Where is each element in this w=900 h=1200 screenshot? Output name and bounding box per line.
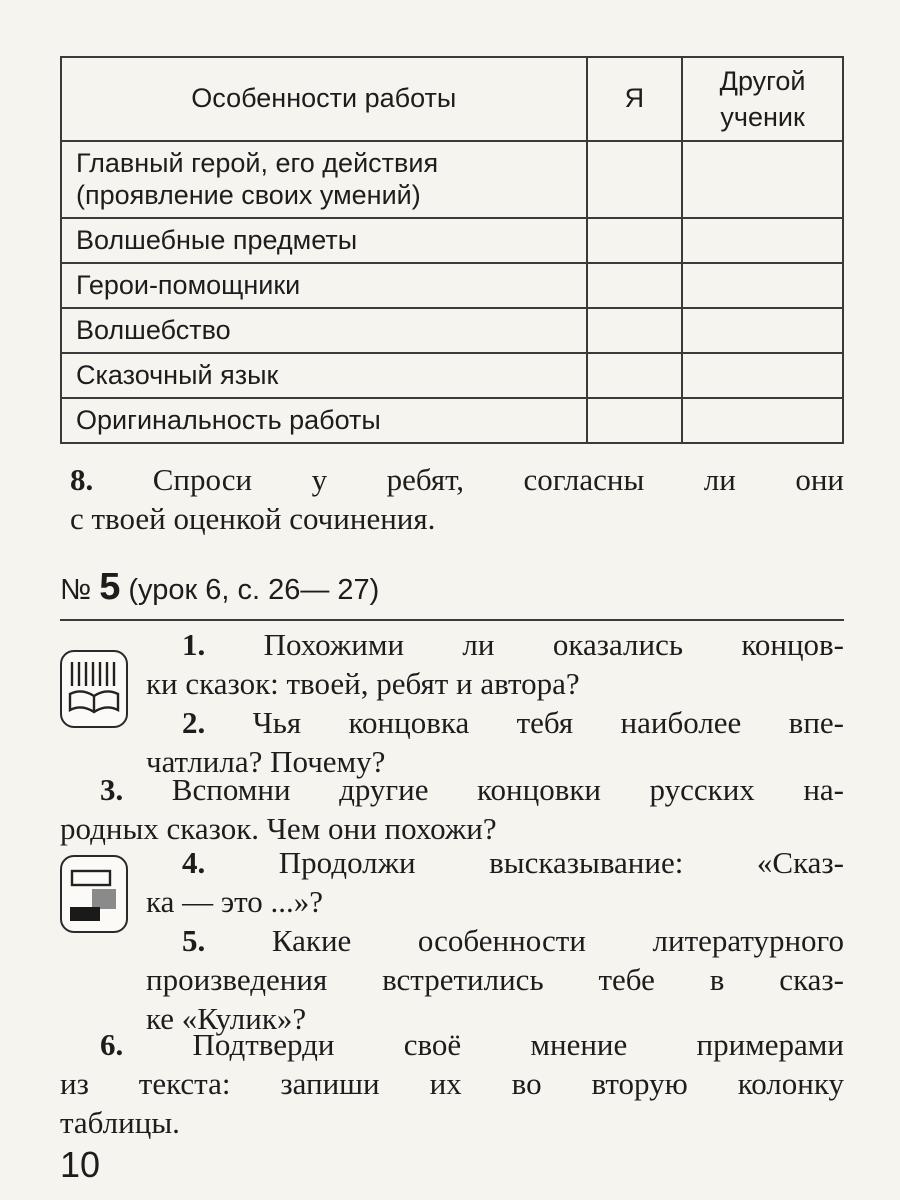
row-label: Волшебные предметы — [61, 218, 587, 263]
question-3-text1: Вспомни другие концовки русских на- — [171, 772, 844, 807]
evaluation-table — [60, 56, 844, 444]
question-4-text1: Продолжи высказывание: «Сказ- — [278, 845, 845, 880]
cell-other[interactable] — [682, 263, 843, 308]
cell-other[interactable] — [682, 353, 843, 398]
row-label: Герои-помощники — [61, 263, 587, 308]
cell-me[interactable] — [587, 308, 683, 353]
table-row — [61, 398, 843, 443]
question-2-line2: чатлила? Почему? — [146, 744, 386, 779]
row-label: Сказочный язык — [61, 353, 587, 398]
table-row — [61, 263, 843, 308]
cell-me[interactable] — [587, 263, 683, 308]
header-me: Я — [587, 57, 683, 141]
question-5-number: 5. — [182, 923, 206, 958]
cell-me[interactable] — [587, 353, 683, 398]
section-lesson-ref: (урок 6, с. 26— 27) — [128, 574, 380, 606]
question-8-line1 — [70, 460, 844, 499]
table-header-row — [61, 57, 843, 141]
row-label: Оригинальность работы — [61, 398, 587, 443]
cell-other[interactable] — [682, 218, 843, 263]
question-3 — [60, 770, 844, 848]
question-6-line1 — [60, 1025, 844, 1064]
question-6-line3: таблицы. — [60, 1105, 180, 1140]
question-3-line2: родных сказок. Чем они похожи? — [60, 811, 497, 846]
table-row — [61, 141, 843, 218]
question-1-line2: ки сказок: твоей, ребят и автора? — [146, 666, 580, 701]
question-4-line1 — [146, 843, 844, 882]
question-5-line1 — [146, 921, 844, 960]
cell-me[interactable] — [587, 141, 683, 218]
question-8-text1: Спроси у ребят, согласны ли они — [152, 462, 845, 497]
cell-other[interactable] — [682, 141, 843, 218]
question-6-number: 6. — [100, 1027, 124, 1062]
question-8-number: 8. — [70, 462, 94, 497]
question-1-text1: Похожими ли оказались концов- — [263, 627, 845, 662]
question-4-line2: ка — это ...»? — [146, 884, 324, 919]
table-row — [61, 308, 843, 353]
section-heading — [60, 566, 844, 621]
header-other-student-text: Другой ученик — [719, 66, 806, 132]
row-label-hero — [61, 141, 587, 218]
question-6-text1: Подтверди своё мнение примерами — [192, 1027, 845, 1062]
blocks-icon — [60, 855, 128, 933]
header-other-student — [682, 57, 843, 141]
question-2-text1: Чья концовка тебя наиболее впе- — [252, 705, 844, 740]
cell-other[interactable] — [682, 398, 843, 443]
cell-me[interactable] — [587, 398, 683, 443]
row-label-hero-line1: Главный герой, его действия — [76, 147, 439, 178]
row-label-hero-line2: (проявление своих умений) — [76, 179, 421, 210]
table-row — [61, 218, 843, 263]
question-1-2-block — [146, 625, 844, 781]
row-label: Волшебство — [61, 308, 587, 353]
header-features: Особенности работы — [61, 57, 587, 141]
cell-me[interactable] — [587, 218, 683, 263]
question-5-line2: произведения встретились тебе в сказ- — [146, 962, 844, 997]
question-8 — [70, 460, 844, 538]
question-4-number: 4. — [182, 845, 206, 880]
question-1-line1 — [146, 625, 844, 664]
question-4-5-block — [146, 843, 844, 1038]
cell-other[interactable] — [682, 308, 843, 353]
question-5-line3: ке «Кулик»? — [146, 1001, 307, 1036]
question-6-line2: из текста: запиши их во вторую колонку — [60, 1066, 844, 1101]
section-number-sign: № — [60, 574, 92, 606]
question-1-number: 1. — [182, 627, 206, 662]
question-8-line2: с твоей оценкой сочинения. — [70, 501, 436, 536]
question-3-line1 — [60, 770, 844, 809]
question-3-number: 3. — [100, 772, 124, 807]
book-reading-icon — [60, 650, 128, 728]
page-number: 10 — [60, 1144, 101, 1185]
question-2-number: 2. — [182, 705, 206, 740]
question-5-text1: Какие особенности литературного — [271, 923, 845, 958]
question-2-line1 — [146, 703, 844, 742]
table-row — [61, 353, 843, 398]
section-number: 5 — [99, 566, 121, 608]
question-6 — [60, 1025, 844, 1142]
